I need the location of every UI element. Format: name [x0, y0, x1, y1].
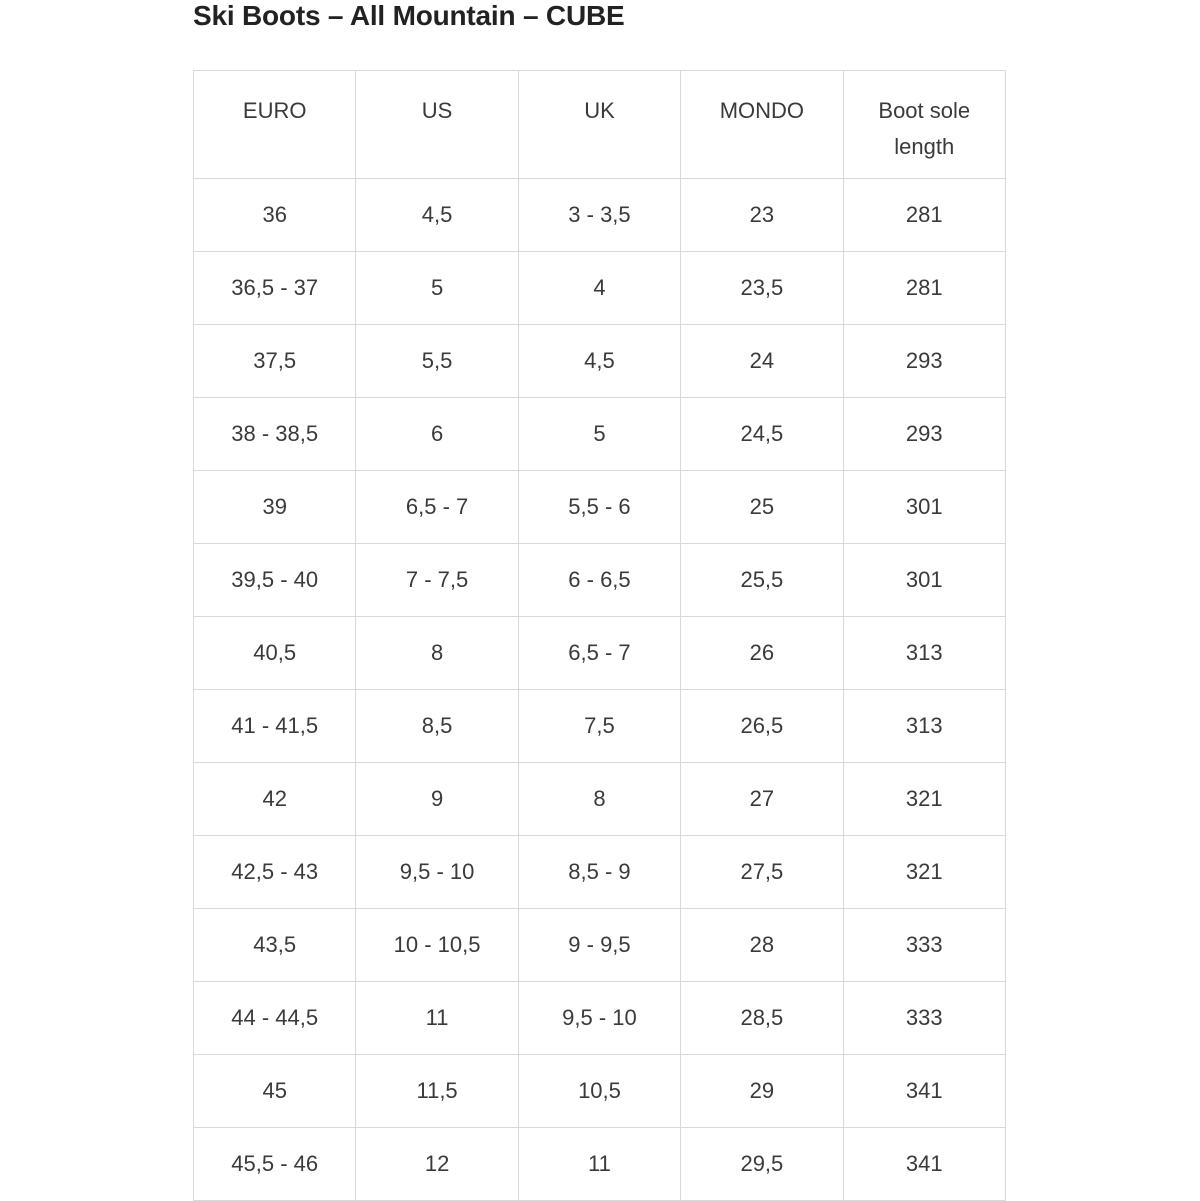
cell-us: 9,5 - 10 [356, 836, 518, 909]
cell-uk: 4,5 [518, 325, 680, 398]
header-uk: UK [518, 71, 680, 179]
cell-euro: 42 [194, 763, 356, 836]
cell-uk: 11 [518, 1128, 680, 1201]
table-row [194, 1128, 1006, 1201]
cell-mondo: 23 [681, 179, 843, 252]
cell-uk: 6 - 6,5 [518, 544, 680, 617]
cell-us: 5,5 [356, 325, 518, 398]
cell-euro: 41 - 41,5 [194, 690, 356, 763]
cell-boot-sole-length: 321 [843, 763, 1005, 836]
table-row [194, 690, 1006, 763]
header-mondo: MONDO [681, 71, 843, 179]
cell-us: 11 [356, 982, 518, 1055]
cell-mondo: 29 [681, 1055, 843, 1128]
cell-boot-sole-length: 333 [843, 909, 1005, 982]
cell-uk: 8 [518, 763, 680, 836]
cell-uk: 5 [518, 398, 680, 471]
cell-uk: 6,5 - 7 [518, 617, 680, 690]
cell-euro: 42,5 - 43 [194, 836, 356, 909]
cell-euro: 40,5 [194, 617, 356, 690]
cell-mondo: 26,5 [681, 690, 843, 763]
cell-mondo: 23,5 [681, 252, 843, 325]
cell-us: 11,5 [356, 1055, 518, 1128]
header-us: US [356, 71, 518, 179]
table-header-row [194, 71, 1006, 179]
cell-uk: 4 [518, 252, 680, 325]
cell-euro: 45,5 - 46 [194, 1128, 356, 1201]
cell-euro: 37,5 [194, 325, 356, 398]
cell-euro: 38 - 38,5 [194, 398, 356, 471]
cell-euro: 39 [194, 471, 356, 544]
cell-mondo: 26 [681, 617, 843, 690]
table-row [194, 325, 1006, 398]
table-body [194, 179, 1006, 1201]
cell-us: 9 [356, 763, 518, 836]
cell-boot-sole-length: 281 [843, 252, 1005, 325]
size-chart-table [193, 70, 1006, 1201]
cell-uk: 10,5 [518, 1055, 680, 1128]
cell-uk: 8,5 - 9 [518, 836, 680, 909]
cell-mondo: 27,5 [681, 836, 843, 909]
cell-boot-sole-length: 293 [843, 325, 1005, 398]
cell-mondo: 25,5 [681, 544, 843, 617]
cell-boot-sole-length: 313 [843, 690, 1005, 763]
cell-us: 12 [356, 1128, 518, 1201]
cell-us: 10 - 10,5 [356, 909, 518, 982]
cell-us: 8,5 [356, 690, 518, 763]
table-row [194, 398, 1006, 471]
cell-mondo: 27 [681, 763, 843, 836]
cell-boot-sole-length: 281 [843, 179, 1005, 252]
cell-uk: 3 - 3,5 [518, 179, 680, 252]
cell-us: 7 - 7,5 [356, 544, 518, 617]
cell-mondo: 25 [681, 471, 843, 544]
cell-euro: 44 - 44,5 [194, 982, 356, 1055]
cell-uk: 9,5 - 10 [518, 982, 680, 1055]
table-row [194, 909, 1006, 982]
header-euro: EURO [194, 71, 356, 179]
cell-mondo: 24,5 [681, 398, 843, 471]
table-row [194, 1055, 1006, 1128]
page-title: Ski Boots – All Mountain – CUBE [193, 0, 625, 31]
cell-us: 6 [356, 398, 518, 471]
cell-euro: 36,5 - 37 [194, 252, 356, 325]
header-boot-sole-length: Boot sole length [843, 71, 1005, 179]
cell-mondo: 28,5 [681, 982, 843, 1055]
cell-boot-sole-length: 333 [843, 982, 1005, 1055]
cell-boot-sole-length: 321 [843, 836, 1005, 909]
cell-boot-sole-length: 301 [843, 544, 1005, 617]
cell-mondo: 29,5 [681, 1128, 843, 1201]
cell-uk: 5,5 - 6 [518, 471, 680, 544]
table-row [194, 836, 1006, 909]
cell-us: 5 [356, 252, 518, 325]
cell-euro: 39,5 - 40 [194, 544, 356, 617]
cell-us: 6,5 - 7 [356, 471, 518, 544]
table-row [194, 982, 1006, 1055]
table-row [194, 763, 1006, 836]
cell-boot-sole-length: 301 [843, 471, 1005, 544]
cell-uk: 9 - 9,5 [518, 909, 680, 982]
cell-us: 8 [356, 617, 518, 690]
table-row [194, 252, 1006, 325]
cell-boot-sole-length: 341 [843, 1055, 1005, 1128]
cell-uk: 7,5 [518, 690, 680, 763]
cell-euro: 45 [194, 1055, 356, 1128]
cell-mondo: 28 [681, 909, 843, 982]
cell-boot-sole-length: 293 [843, 398, 1005, 471]
cell-euro: 43,5 [194, 909, 356, 982]
cell-boot-sole-length: 313 [843, 617, 1005, 690]
cell-boot-sole-length: 341 [843, 1128, 1005, 1201]
table-row [194, 544, 1006, 617]
cell-us: 4,5 [356, 179, 518, 252]
table-row [194, 471, 1006, 544]
cell-mondo: 24 [681, 325, 843, 398]
table-row [194, 179, 1006, 252]
cell-euro: 36 [194, 179, 356, 252]
table-row [194, 617, 1006, 690]
